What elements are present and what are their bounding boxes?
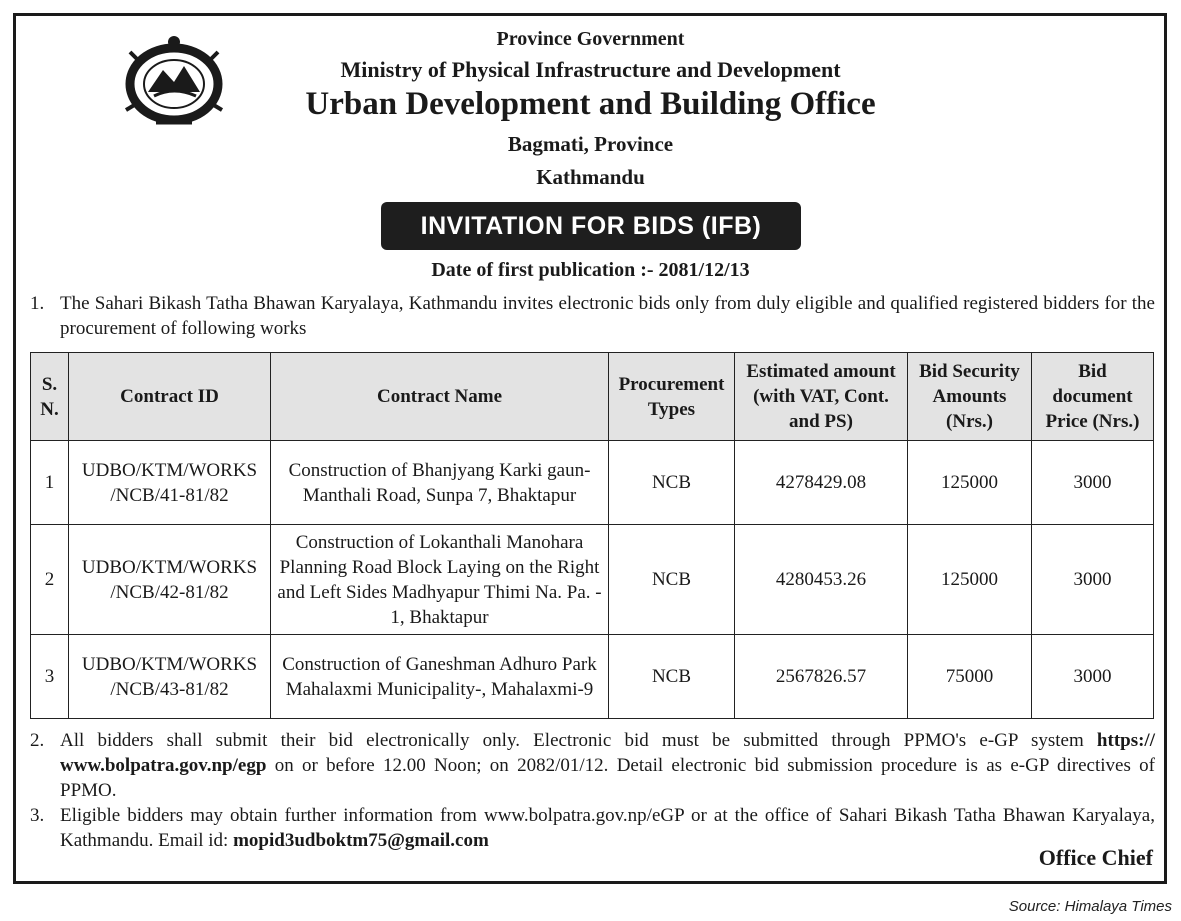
header-contract-id: Contract ID bbox=[69, 353, 271, 441]
cell-contract-name: Construction of Lokanthali Manohara Planning Road Block Laying on the Right and Left Sides Madhyapur Thimi Na. Pa. - 1, Bhaktapur bbox=[271, 525, 609, 635]
publication-date: Date of first publication :- 2081/12/13 bbox=[431, 259, 750, 281]
cell-sn: 3 bbox=[31, 635, 69, 719]
header-sn: S. N. bbox=[31, 353, 69, 441]
paragraph-text-part: All bidders shall submit their bid electronically only. Electronic bid must be submitted through PPMO's e-GP system bbox=[60, 730, 1097, 751]
cell-contract-id: UDBO/KTM/WORKS /NCB/41-81/82 bbox=[69, 441, 271, 525]
table-header-row bbox=[31, 353, 1154, 441]
paragraph-number: 2. bbox=[30, 730, 45, 751]
city-name: Kathmandu bbox=[536, 165, 645, 189]
paragraph-text: The Sahari Bikash Tatha Bhawan Karyalaya, Kathmandu invites electronic bids only from duly eligible and qualified registered bidders for the procurement of following works bbox=[60, 293, 1155, 339]
source-credit: Source: Himalaya Times bbox=[1008, 898, 1172, 915]
cell-procurement-type: NCB bbox=[609, 635, 735, 719]
cell-contract-name: Construction of Ganeshman Adhuro Park Mahalaxmi Municipality-, Mahalaxmi-9 bbox=[271, 635, 609, 719]
cell-procurement-type: NCB bbox=[609, 525, 735, 635]
cell-document-price: 3000 bbox=[1032, 635, 1154, 719]
table-row bbox=[31, 525, 1154, 635]
province-government-heading: Province Government bbox=[496, 28, 685, 50]
bids-table bbox=[30, 352, 1154, 719]
table-row bbox=[31, 635, 1154, 719]
cell-estimated-amount: 4278429.08 bbox=[735, 441, 908, 525]
office-title: Urban Development and Building Office bbox=[305, 86, 876, 122]
paragraph-text-part: Eligible bidders may obtain further information from www.bolpatra.gov.np/eGP or at the office of Sahari Bikash Tatha Bhawan Karyalaya, Kathmandu. Email id: bbox=[60, 805, 1155, 851]
header-procurement-types: Procurement Types bbox=[609, 353, 735, 441]
cell-bid-security: 125000 bbox=[908, 525, 1032, 635]
header-contract-name: Contract Name bbox=[271, 353, 609, 441]
paragraph-3 bbox=[30, 803, 1155, 853]
paragraph-1 bbox=[30, 291, 1155, 341]
paragraph-text bbox=[60, 728, 1155, 803]
contact-email[interactable]: mopid3udboktm75@gmail.com bbox=[233, 830, 489, 851]
ifb-banner: INVITATION FOR BIDS (IFB) bbox=[381, 202, 801, 250]
cell-bid-security: 125000 bbox=[908, 441, 1032, 525]
cell-sn: 2 bbox=[31, 525, 69, 635]
header-document-price: Bid document Price (Nrs.) bbox=[1032, 353, 1154, 441]
paragraph-2 bbox=[30, 728, 1155, 803]
paragraph-number: 1. bbox=[30, 293, 45, 314]
header-estimated-amount: Estimated amount (with VAT, Cont. and PS) bbox=[735, 353, 908, 441]
cell-document-price: 3000 bbox=[1032, 525, 1154, 635]
cell-contract-name: Construction of Bhanjyang Karki gaun- Manthali Road, Sunpa 7, Bhaktapur bbox=[271, 441, 609, 525]
cell-bid-security: 75000 bbox=[908, 635, 1032, 719]
cell-contract-id: UDBO/KTM/WORKS /NCB/43-81/82 bbox=[69, 635, 271, 719]
table-row bbox=[31, 441, 1154, 525]
cell-contract-id: UDBO/KTM/WORKS /NCB/42-81/82 bbox=[69, 525, 271, 635]
paragraph-text-part: on or before 12.00 Noon; on 2082/01/12. Detail electronic bid submission procedure is as e-GP directives of PPMO. bbox=[60, 755, 1155, 801]
paragraph-number: 3. bbox=[30, 805, 45, 826]
egp-link[interactable]: https:// www.bolpatra.gov.np/egp bbox=[60, 730, 1155, 776]
cell-procurement-type: NCB bbox=[609, 441, 735, 525]
signoff: Office Chief bbox=[1038, 845, 1153, 870]
ministry-heading: Ministry of Physical Infrastructure and Development bbox=[340, 57, 841, 82]
paragraph-text bbox=[60, 803, 1155, 853]
cell-sn: 1 bbox=[31, 441, 69, 525]
header-bid-security: Bid Security Amounts (Nrs.) bbox=[908, 353, 1032, 441]
cell-document-price: 3000 bbox=[1032, 441, 1154, 525]
cell-estimated-amount: 4280453.26 bbox=[735, 525, 908, 635]
cell-estimated-amount: 2567826.57 bbox=[735, 635, 908, 719]
province-name: Bagmati, Province bbox=[507, 132, 674, 156]
